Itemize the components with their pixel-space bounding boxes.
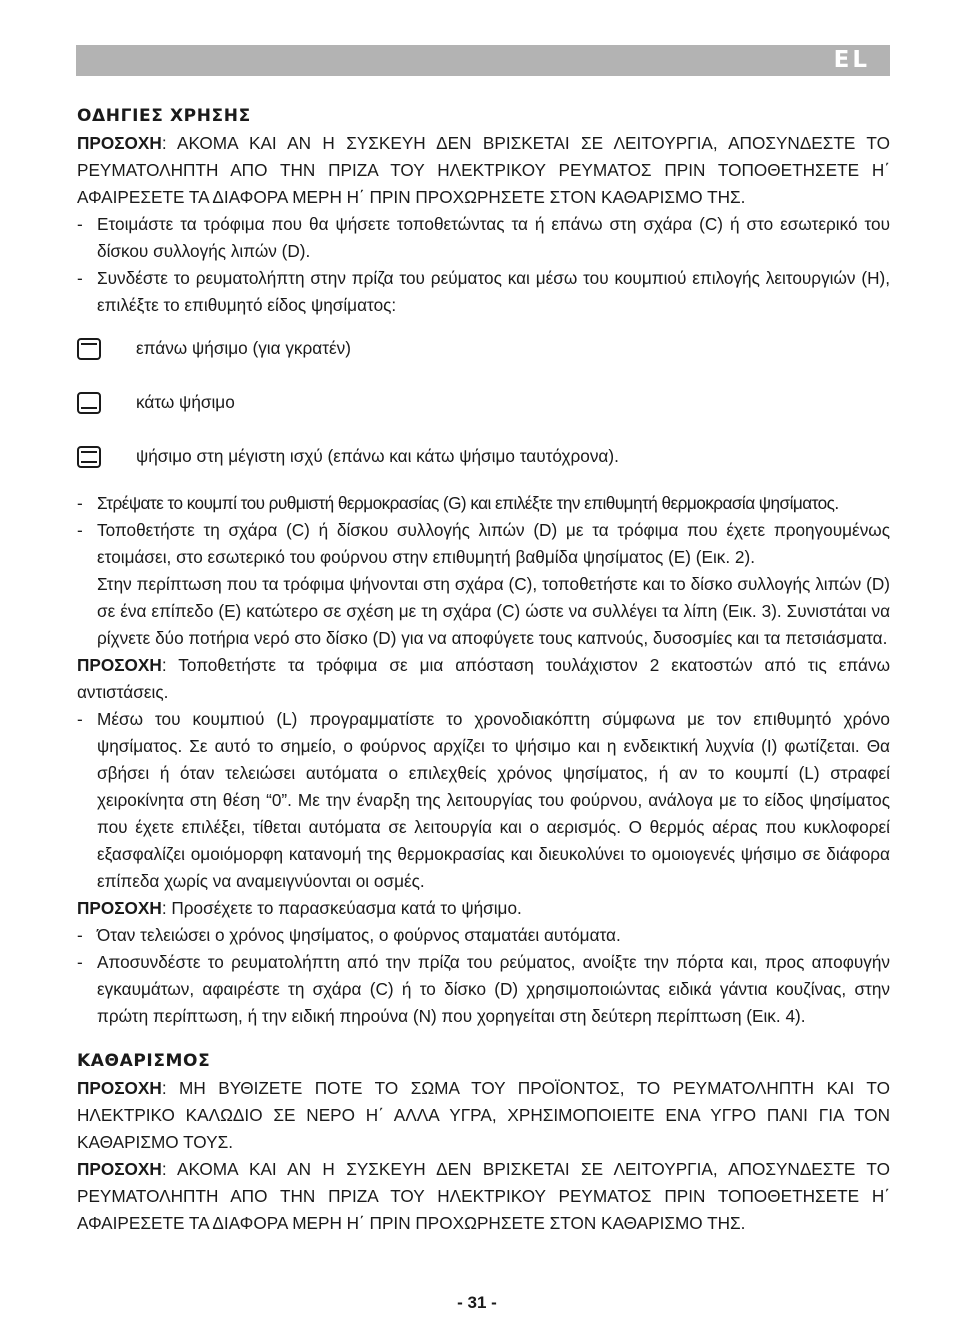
warning-label: ΠΡΟΣΟΧΗ [77, 133, 162, 153]
warning-label: ΠΡΟΣΟΧΗ [77, 898, 162, 918]
list-item-text: Στρέψατε το κουμπί του ρυθμιστή θερμοκρασίας (G) και επιλέξτε την επιθυμητή θερμοκρασία ψησίματος. [97, 493, 839, 513]
instruction-list [77, 211, 890, 319]
warning-text: : Τοποθετήστε τα τρόφιμα σε μια απόσταση τουλάχιστον 2 εκατοστών από τις επάνω αντιστάσεις. [77, 655, 890, 702]
list-item: - Όταν τελειώσει ο χρόνος ψησίματος, ο φούρνος σταματάει αυτόματα. [77, 922, 890, 949]
cooking-mode-list [77, 335, 890, 470]
cooking-mode-label: επάνω ψήσιμο (για γκρατέν) [136, 338, 351, 358]
list-item-text: Τοποθετήστε τη σχάρα (C) ή δίσκου συλλογής λιπών (D) με τα τρόφιμα που έχετε προηγουμένως ετοιμάσει, στο εσωτερικό του φούρνου στην επιθυμητή βαθμίδα ψησίματος (E) (Εικ. 2). [97, 520, 890, 567]
warning-paragraph [77, 1156, 890, 1237]
cooking-mode-top-bottom [77, 443, 890, 470]
warning-text: : ΑΚΟΜΑ ΚΑΙ ΑΝ Η ΣΥΣΚΕΥΗ ΔΕΝ ΒΡΙΣΚΕΤΑΙ ΣΕ ΛΕΙΤΟΥΡΓΙΑ, ΑΠΟΣΥΝΔΕΣΤΕ ΤΟ ΡΕΥΜΑΤΟΛΗΠΤΗ ΑΠΟ ΤΗΝ ΠΡΙΖΑ ΤΟΥ ΗΛΕΚΤΡΙΚΟΥ ΡΕΥΜΑΤΟΣ ΠΡΙΝ ΤΟΠΟΘΕΤΗΣΕΤΕ Η΄ ΑΦΑΙΡΕΣΕΤΕ ΤΑ ΔΙΑΦΟΡΑ ΜΕΡΗ Η΄ ΠΡΙΝ ΠΡΟΧΩΡΗΣΕΤΕ ΣΤΟΝ ΚΑΘΑΡΙΣΜΟ ΤΗΣ. [77, 133, 890, 207]
warning-text: : ΜΗ ΒΥΘΙΖΕΤΕ ΠΟΤΕ ΤΟ ΣΩΜΑ ΤΟΥ ΠΡΟΪΟΝΤΟΣ, ΤΟ ΡΕΥΜΑΤΟΛΗΠΤΗ ΚΑΙ ΤΟ ΗΛΕΚΤΡΙΚΟ ΚΑΛΩΔΙΟ ΣΕ ΝΕΡΟ Η΄ ΑΛΛΑ ΥΓΡΑ, ΧΡΗΣΙΜΟΠΟΙΕΙΤΕ ΕΝΑ ΥΓΡΟ ΠΑΝΙ ΓΙΑ ΤΟΝ ΚΑΘΑΡΙΣΜΟ ΤΟΥΣ. [77, 1078, 890, 1152]
list-item [77, 490, 890, 517]
instruction-list [77, 706, 890, 895]
warning-label: ΠΡΟΣΟΧΗ [77, 655, 162, 675]
list-item: - Ετοιμάστε τα τρόφιμα που θα ψήσετε τοποθετώντας τα ή επάνω στη σχάρα (C) ή στο εσωτερικό του δίσκου συλλογής λιπών (D). [77, 211, 890, 265]
instruction-list [77, 922, 890, 1030]
top-bottom-heat-icon [77, 446, 101, 468]
cooking-mode-label: κάτω ψήσιμο [136, 392, 235, 412]
list-item: - Μέσω του κουμπιού (L) προγραμματίστε το χρονοδιακόπτη σύμφωνα με τον επιθυμητό χρόνο ψησίματος. Σε αυτό το σημείο, ο φούρνος αρχίζει το ψήσιμο και η ενδεικτική λυχνία (I) φωτίζεται. Θα σβήσει ή όταν τελειώσει αυτόματα ο επιλεχθείς χρόνος ψησίματος, ή αν το κουμπί (L) στραφεί χειροκίνητα στη θέση “0”. Με την έναρξη της λειτουργίας του φούρνου, ανάλογα με το είδος ψησίματος που έχετε επιλέξει, τίθεται αυτόματα σε λειτουργία και ο αερισμός. Ο θερμός αέρας που κυκλοφορεί εξασφαλίζει ομοιόμορφη κατανομή της θερμοκρασίας και διευκολύνει το ομοιογενές ψήσιμο σε διάφορα επίπεδα χωρίς να αναμειγνύονται οι οσμές. [77, 706, 890, 895]
warning-paragraph [77, 1075, 890, 1156]
bottom-heat-icon [77, 392, 101, 414]
header-bar [76, 45, 890, 76]
warning-paragraph [77, 652, 890, 706]
warning-paragraph [77, 895, 890, 922]
warning-label: ΠΡΟΣΟΧΗ [77, 1078, 162, 1098]
warning-paragraph [77, 130, 890, 211]
cooking-mode-bottom [77, 389, 890, 416]
warning-text: : Προσέχετε το παρασκεύασμα κατά το ψήσιμο. [161, 898, 522, 918]
list-item [77, 517, 890, 652]
warning-text: : ΑΚΟΜΑ ΚΑΙ ΑΝ Η ΣΥΣΚΕΥΗ ΔΕΝ ΒΡΙΣΚΕΤΑΙ ΣΕ ΛΕΙΤΟΥΡΓΙΑ, ΑΠΟΣΥΝΔΕΣΤΕ ΤΟ ΡΕΥΜΑΤΟΛΗΠΤΗ ΑΠΟ ΤΗΝ ΠΡΙΖΑ ΤΟΥ ΗΛΕΚΤΡΙΚΟΥ ΡΕΥΜΑΤΟΣ ΠΡΙΝ ΤΟΠΟΘΕΤΗΣΕΤΕ Η΄ ΑΦΑΙΡΕΣΕΤΕ ΤΑ ΔΙΑΦΟΡΑ ΜΕΡΗ Η΄ ΠΡΙΝ ΠΡΟΧΩΡΗΣΕΤΕ ΣΤΟΝ ΚΑΘΑΡΙΣΜΟ ΤΗΣ. [77, 1159, 890, 1233]
page-number: - 31 - [457, 1293, 497, 1312]
list-item: - Αποσυνδέστε το ρευματολήπτη από την πρίζα του ρεύματος, ανοίξτε την πόρτα και, προς αποφυγήν εγκαυμάτων, αφαιρέστε τη σχάρα (C) ή το δίσκο (D) χρησιμοποιώντας ειδικά γάντια κουζίνας, στην πρώτη περίπτωση, ή την ειδική πηρούνα (N) που χορηγείται στη δεύτερη περίπτωση (Εικ. 4). [77, 949, 890, 1030]
section-title-usage: ΟΔΗΓΙΕΣ ΧΡΗΣΗΣ [77, 106, 251, 126]
page-content [77, 103, 890, 1237]
list-item: - Συνδέστε το ρευματολήπτη στην πρίζα του ρεύματος και μέσω του κουμπιού επιλογής λειτουργιών (H), επιλέξτε το επιθυμητό είδος ψησίματος: [77, 265, 890, 319]
cooking-mode-top [77, 335, 890, 362]
warning-label: ΠΡΟΣΟΧΗ [77, 1159, 162, 1179]
language-code: EL [833, 47, 870, 73]
section-title-cleaning: ΚΑΘΑΡΙΣΜΟΣ [77, 1051, 211, 1071]
list-item-continuation: Στην περίπτωση που τα τρόφιμα ψήνονται στη σχάρα (C), τοποθετήστε και το δίσκο συλλογής λιπών (D) σε ένα επίπεδο (E) κατώτερο σε σχέση με τη σχάρα (C) ώστε να συλλέγει τα λίπη (Εικ. 3). Συνιστάται να ρίχνετε δύο ποτήρια νερό στο δίσκο (D) για να αποφύγετε τους καπνούς, δυσοσμίες και τα πετσιάσματα. [97, 574, 890, 648]
instruction-list [77, 490, 890, 652]
cooking-mode-label: ψήσιμο στη μέγιστη ισχύ (επάνω και κάτω ψήσιμο ταυτόχρονα). [136, 446, 619, 466]
top-heat-icon [77, 338, 101, 360]
